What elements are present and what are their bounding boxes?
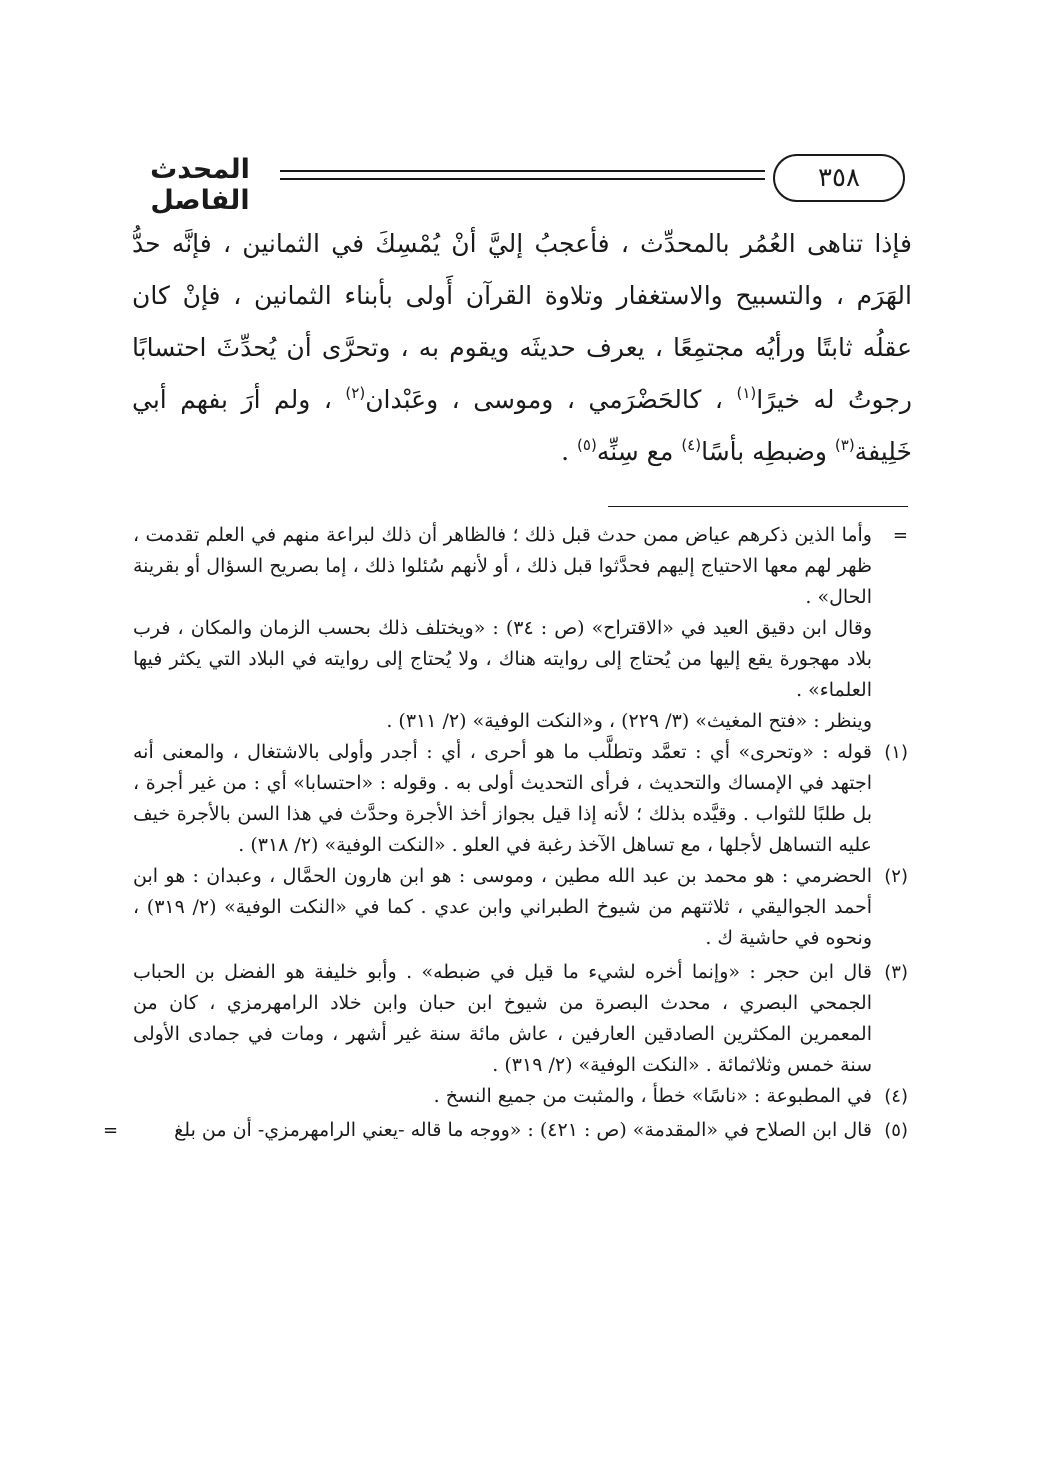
footnote-paragraph: وينظر : «فتح المغيث» (٣/ ٢٢٩) ، و«النكت الوفية» (٢/ ٣١١) . — [386, 710, 872, 732]
main-text-part: مع سِنِّه — [596, 437, 674, 466]
footnote-marker: (٥) — [884, 1120, 908, 1141]
footnote-ref-1[interactable]: (١) — [736, 384, 757, 402]
footnote-marker: (٣) — [884, 962, 908, 983]
footnote-2 — [133, 861, 908, 954]
footnote-ref-5[interactable]: (٥) — [577, 436, 597, 454]
footnote-text: قوله : «وتحرى» أي : تعمَّد وتطلَّب ما هو أحرى ، أي : أجدر وأولى بالاشتغال ، والمعنى أنه اجتهد في الإمساك والتحديث ، فرأى التحديث أولى به . وقوله : «احتسابا» أي : من غير أجرة ، بل طلبًا للثواب . وقيَّده بذلك ؛ لأنه إذا قيل بجواز أخذ الأجرة وحدَّث في هذا السن بالأجرة خيف عليه التساهل لأجلها ، مع تساهل الآخذ رغبة في العلو . «النكت الوفية» (٢/ ٣١٨) . — [133, 741, 872, 856]
footnote-marker: (٢) — [884, 866, 908, 887]
footnotes — [103, 520, 908, 1146]
main-text-part: وضبطِه بأسًا — [701, 437, 827, 466]
footnote-5 — [103, 1115, 908, 1146]
footnote-text: قال ابن الصلاح في «المقدمة» (ص : ٤٢١) : «ووجه ما قاله -يعني الرامهرمزي- أن من بلغ — [174, 1119, 872, 1141]
header-double-rule — [280, 170, 765, 180]
footnote-continuation — [133, 520, 908, 737]
main-text-part: ، ولم أرَ بفهم أبي خَلِيفة — [132, 385, 912, 466]
footnote-4 — [133, 1081, 908, 1112]
footnote-text: في المطبوعة : «ناسًا» خطأ ، والمثبت من جميع النسخ . — [433, 1085, 872, 1107]
footnote-marker: (٤) — [884, 1086, 908, 1107]
footnote-1 — [133, 737, 908, 861]
page-number: ٣٥٨ — [773, 154, 905, 202]
main-text — [132, 218, 912, 478]
continuation-marker: = — [892, 525, 908, 546]
main-text-part: فإذا تناهى العُمُر بالمحدِّث ، فأعجبُ إليَّ أنْ يُمْسِكَ في الثمانين ، فإنَّه حدُّ الهَرَم ، والتسبيح والاستغفار وتلاوة القرآن أَولى بأبناء الثمانين ، فإنْ كان عقلُه ثابتًا ورأيُه مجتمِعًا ، يعرف حديثَه ويقوم به ، وتحرَّى أن يُحدِّثَ احتسابًا رجوتُ له خيرًا — [132, 229, 912, 414]
main-text-part: ، كالحَضْرَمي ، وموسى ، وعَبْدان — [365, 385, 723, 414]
main-paragraph — [132, 218, 912, 478]
continues-marker: = — [103, 1120, 119, 1141]
book-title: المحدث الفاصل — [150, 154, 250, 216]
footnote-text: الحضرمي : هو محمد بن عبد الله مطين ، وموسى : هو ابن هارون الحمَّال ، وعبدان : هو ابن أحمد الجواليقي ، ثلاثتهم من شيوخ الطبراني وابن عدي . كما في «النكت الوفية» (٢/ ٣١٩) ، ونحوه في حاشية ك . — [133, 865, 872, 949]
main-text-part: . — [561, 437, 570, 466]
footnote-ref-2[interactable]: (٢) — [345, 384, 366, 402]
footnote-ref-3[interactable]: (٣) — [834, 436, 855, 454]
footnote-ref-4[interactable]: (٤) — [681, 436, 702, 454]
footnote-marker: (١) — [884, 742, 908, 763]
footnote-3 — [133, 957, 908, 1081]
footnote-paragraph: وقال ابن دقيق العيد في «الاقتراح» (ص : ٣٤) : «ويختلف ذلك بحسب الزمان والمكان ، فرب بلاد مهجورة يقع إليها من يُحتاج إلى روايته هناك ، ولا يُحتاج إلى روايته في البلاد التي يكثر فيها العلماء» . — [133, 617, 872, 701]
page-header — [130, 150, 905, 216]
footnote-paragraph: وأما الذين ذكرهم عياض ممن حدث قبل ذلك ؛ فالظاهر أن ذلك لبراعة منهم في العلم تقدمت ، ظهر لهم معها الاحتياج إليهم فحدَّثوا قبل ذلك ، أو لأنهم سُئلوا ذلك ، إما بصريح السؤال أو بقرينة الحال» . — [133, 524, 872, 608]
footnote-separator — [608, 506, 908, 507]
footnote-text: قال ابن حجر : «وإنما أخره لشيء ما قيل في ضبطه» . وأبو خليفة هو الفضل بن الحباب الجمحي البصري ، محدث البصرة من شيوخ ابن حبان وابن خلاد الرامهرمزي ، كان من المعمرين المكثرين الصادقين العارفين ، عاش مائة سنة غير أشهر ، ومات في جمادى الأولى سنة خمس وثلاثمائة . «النكت الوفية» (٢/ ٣١٩) . — [133, 961, 872, 1076]
